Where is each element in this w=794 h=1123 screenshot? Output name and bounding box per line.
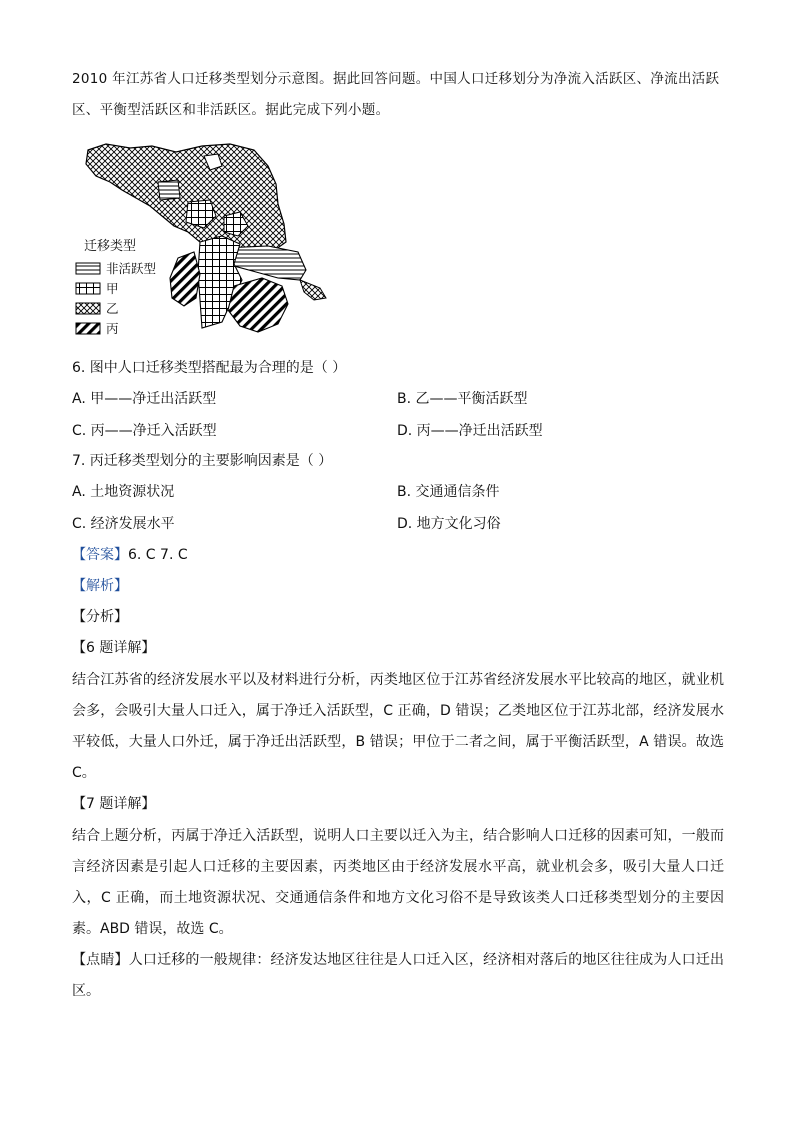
q7-option-c: C. 经济发展水平 <box>72 516 175 532</box>
dianjing-tag: 【点睛】 <box>72 952 129 968</box>
detail7-text: 结合上题分析，丙属于净迁入活跃型，说明人口主要以迁入为主，结合影响人口迁移的因素可知，一般而言经济因素是引起人口迁移的主要因素，丙类地区由于经济发展水平高，就业机会多，吸引大量人口迁入，C 正确，而土地资源状况、交通通信条件和地方文化习俗不是导致该类人口迁移类型划分的主要因素。ABD 错误，故选 C。 <box>72 828 724 937</box>
q7-option-a: A. 土地资源状况 <box>72 484 175 500</box>
legend-label-jia: 甲 <box>106 281 119 296</box>
answer-line <box>72 544 188 566</box>
answer-tag: 【答案】 <box>72 547 128 563</box>
q7-option-b: B. 交通通信条件 <box>397 484 500 500</box>
legend-label-yi: 乙 <box>106 301 119 316</box>
legend-label-bing: 丙 <box>106 321 119 336</box>
q7-stem: 7. 丙迁移类型划分的主要影响因素是（ ） <box>72 453 333 469</box>
fenxi-tag: 【分析】 <box>72 609 128 625</box>
legend-item-nonactive <box>76 261 156 276</box>
q6-option-b: B. 乙——平衡活跃型 <box>397 391 528 407</box>
region-bing-2 <box>228 278 288 332</box>
q6-option-a: A. 甲——净迁出活跃型 <box>72 391 217 407</box>
q7-option-d: D. 地方文化习俗 <box>397 516 501 532</box>
region-southeast <box>300 280 326 300</box>
q6-stem: 6. 图中人口迁移类型搭配最为合理的是（ ） <box>72 360 347 376</box>
detail6-tag: 【6 题详解】 <box>72 640 156 656</box>
q6-option-c: C. 丙——净迁入活跃型 <box>72 423 217 439</box>
dianjing-paragraph <box>72 945 724 1007</box>
legend-item-yi <box>76 301 119 316</box>
legend-label-nonactive: 非活跃型 <box>106 261 157 276</box>
dianjing-text: 人口迁移的一般规律：经济发达地区往往是人口迁入区，经济相对落后的地区往往成为人口迁出区。 <box>72 952 725 999</box>
region-bing-1 <box>170 252 200 306</box>
intro-line-1: 2010 年江苏省人口迁移类型划分示意图。据此回答问题。中国人口迁移划分为净流入活跃区、净流出活跃 <box>72 71 720 87</box>
detail6-text: 结合江苏省的经济发展水平以及材料进行分析，丙类地区位于江苏省经济发展水平比较高的地区，就业机会多，会吸引大量人口迁入，属于净迁入活跃型，C 正确，D 错误；乙类地区位于江苏北部，经济发展水平较低，大量人口外迁，属于净迁出活跃型，B 错误；甲位于二者之间，属于平衡活跃型，A 错误。故选 C。 <box>72 672 724 781</box>
legend-title: 迁移类型 <box>84 239 137 254</box>
answer-text: 6. C 7. C <box>128 547 188 563</box>
intro-line-2: 区、平衡型活跃区和非活跃区。据此完成下列小题。 <box>72 102 390 118</box>
q6-option-d: D. 丙——净迁出活跃型 <box>397 423 543 439</box>
region-nonactive-1 <box>158 180 180 200</box>
legend-item-jia <box>76 281 119 296</box>
intro-text <box>72 64 732 126</box>
jiangsu-migration-map <box>72 140 334 340</box>
legend-item-bing <box>76 321 119 336</box>
analysis-tag: 【解析】 <box>72 578 128 594</box>
detail7-tag: 【7 题详解】 <box>72 796 156 812</box>
